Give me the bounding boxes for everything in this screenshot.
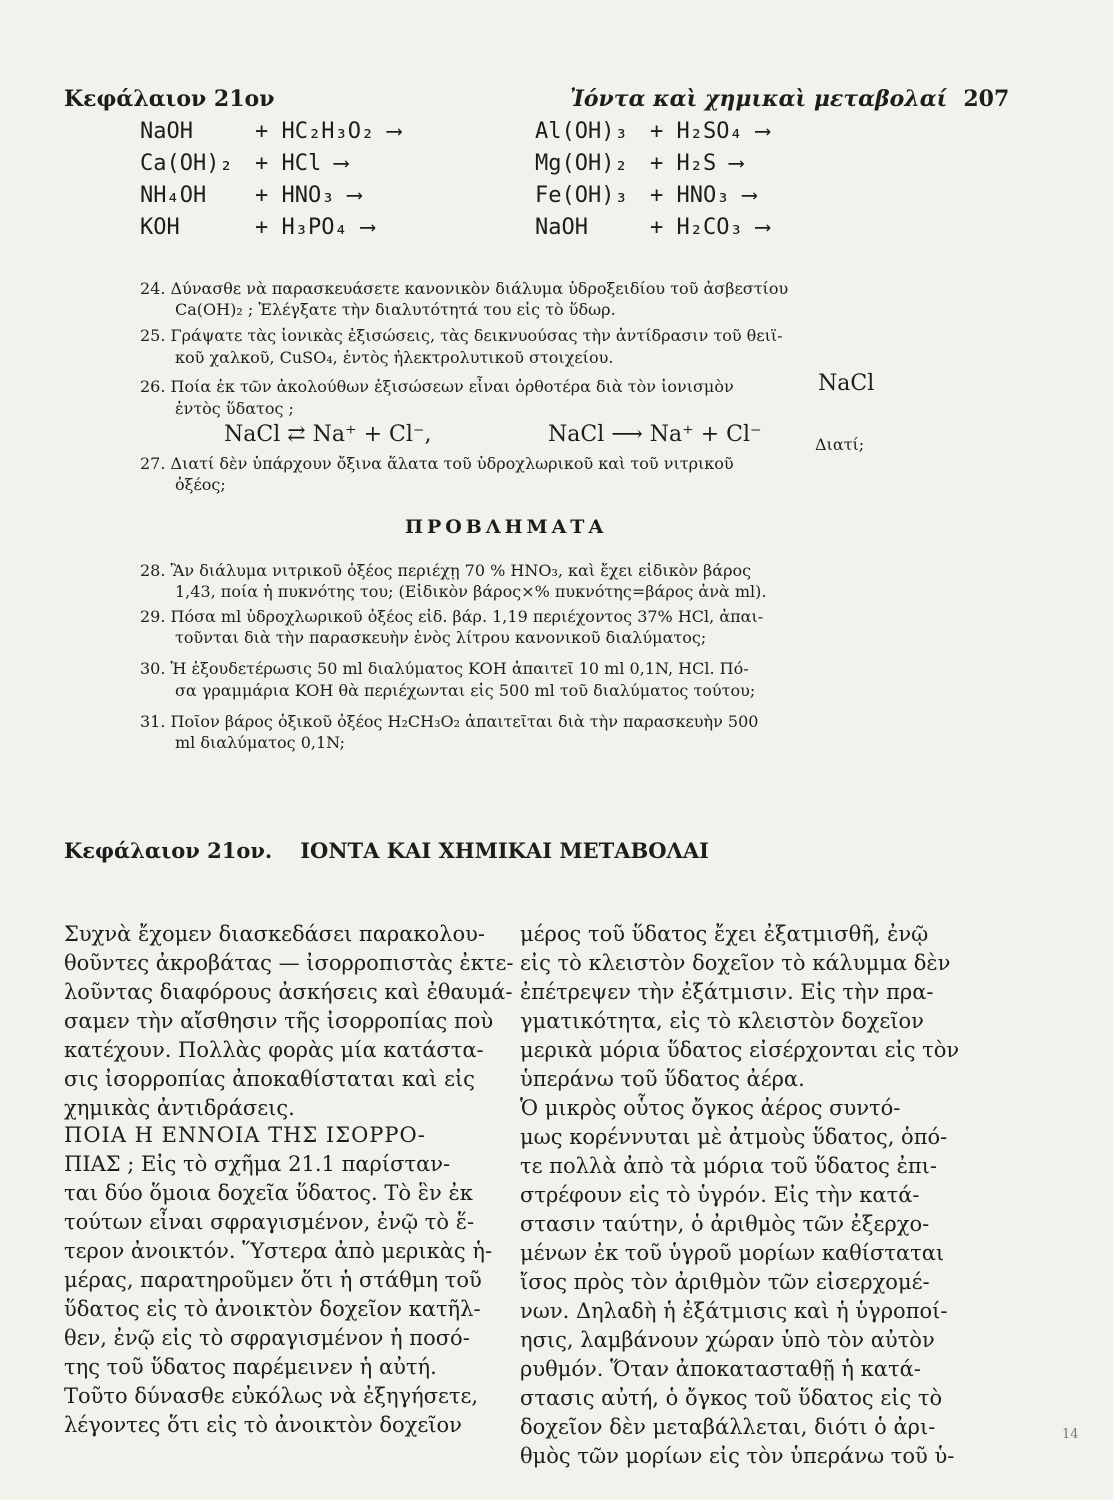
body-line: Συχνὰ ἔχομεν διασκεδάσει παρακολου- (64, 922, 486, 946)
equation-left-2-reactant: Ca(OH)₂ (140, 151, 233, 176)
body-line: θεν, ἐνῷ εἰς τὸ σφραγισμένον ἡ ποσό- (64, 1326, 470, 1350)
question-30-line-2: σα γραμμάρια KOH θὰ περιέχωνται εἰς 500 ml τοῦ διαλύματος τούτου; (175, 681, 756, 700)
body-line: στασις αὐτή, ὁ ὄγκος τοῦ ὕδατος εἰς τὸ (520, 1386, 943, 1410)
corner-page-mark: 14 (1062, 1427, 1079, 1442)
body-line: νων. Δηλαδὴ ἡ ἐξάτμισις καὶ ἡ ὑγροποί- (520, 1299, 948, 1323)
body-line: στρέφουν εἰς τὸ ὑγρόν. Εἰς τὴν κατά- (520, 1183, 920, 1207)
running-header-title (570, 86, 1009, 112)
body-line: μένων ἐκ τοῦ ὑγροῦ μορίων καθίσταται (520, 1241, 945, 1265)
equation-right-3-reactant: Fe(OH)₃ (535, 183, 628, 208)
body-line: λοῦντας διαφόρους ἀσκήσεις καὶ ἐθαυμά- (64, 980, 513, 1004)
body-column-left-intro (64, 920, 513, 1123)
question-29-line-1: 29. Πόσα ml ὑδροχλωρικοῦ ὀξέος εἰδ. βάρ. 1,19 περιέχοντος 37% HCl, ἀπαι- (140, 607, 764, 626)
body-line: λέγοντες ὅτι εἰς τὸ ἀνοικτὸν δοχεῖον (64, 1413, 462, 1437)
body-line: ται δύο ὅμοια δοχεῖα ὕδατος. Τὸ ἓν ἐκ (64, 1181, 473, 1205)
body-line: κατέχουν. Πολλὰς φορὰς μία κατάστα- (64, 1038, 484, 1062)
body-line: ΠΙΑΣ ; Εἰς τὸ σχῆμα 21.1 παρίσταν- (64, 1152, 451, 1176)
body-line: μως κορέννυται μὲ ἀτμοὺς ὕδατος, ὁπό- (520, 1125, 948, 1149)
question-25-line-1: 25. Γράψατε τὰς ἰονικὰς ἐξισώσεις, τὰς δεικνυούσας τὴν ἀντίδρασιν τοῦ θειϊ- (140, 326, 783, 345)
equation-right-4-reactant: NaOH (535, 215, 588, 240)
body-line: τούτων εἶναι σφραγισμένον, ἐνῷ τὸ ἕ- (64, 1210, 475, 1234)
body-line: τερον ἀνοικτόν. Ὕστερα ἀπὸ μερικὰς ἡ- (64, 1239, 493, 1263)
question-25-line-2: κοῦ χαλκοῦ, CuSO₄, ἐντὸς ἠλεκτρολυτικοῦ στοιχείου. (175, 348, 614, 367)
question-26-nacl: NaCl (818, 371, 875, 396)
equation-right-4-rest: + H₂CO₃ ⟶ (650, 215, 770, 240)
equation-left-4-rest: + H₃PO₄ ⟶ (255, 215, 375, 240)
body-line: Ὁ μικρὸς οὗτος ὄγκος ἀέρος συντό- (520, 1096, 901, 1120)
question-26-line-2: ἐντὸς ὕδατος ; (175, 399, 294, 418)
question-26-line-1: 26. Ποία ἐκ τῶν ἀκολούθων ἐξισώσεων εἶναι ὀρθοτέρα διὰ τὸν ἰονισμὸν (140, 377, 734, 396)
body-line: ρυθμόν. Ὅταν ἀποκατασταθῇ ἡ κατά- (520, 1357, 921, 1381)
question-27-line-1: 27. Διατί δὲν ὑπάρχουν ὄξινα ἅλατα τοῦ ὑδροχλωρικοῦ καὶ τοῦ νιτρικοῦ (140, 454, 734, 473)
chapter-title: ΙΟΝΤΑ ΚΑΙ ΧΗΜΙΚΑΙ ΜΕΤΑΒΟΛΑΙ (300, 838, 709, 863)
body-line: της τοῦ ὕδατος παρέμεινεν ἡ αὐτή. (64, 1355, 437, 1379)
equation-left-2-rest: + HCl ⟶ (255, 151, 348, 176)
body-line: στασιν ταύτην, ὁ ἀριθμὸς τῶν ἐξερχο- (520, 1212, 930, 1236)
question-31-line-2: ml διαλύματος 0,1N; (175, 733, 345, 752)
body-line: θμὸς τῶν μορίων εἰς τὸν ὑπεράνω τοῦ ὑ- (520, 1444, 955, 1468)
body-line: ὕδατος εἰς τὸ ἀνοικτὸν δοχεῖον κατῆλ- (64, 1297, 481, 1321)
body-line: μέρος τοῦ ὕδατος ἔχει ἐξατμισθῆ, ἐνῷ (520, 922, 929, 946)
body-line: τε πολλὰ ἀπὸ τὰ μόρια τοῦ ὕδατος ἐπι- (520, 1154, 937, 1178)
equation-right-3-rest: + HNO₃ ⟶ (650, 183, 756, 208)
body-line: σις ἰσορροπίας ἀποκαθίσταται καὶ εἰς (64, 1067, 475, 1091)
question-28-line-1: 28. Ἂν διάλυμα νιτρικοῦ ὀξέος περιέχῃ 70 % HNO₃, καὶ ἔχει εἰδικὸν βάρος (140, 561, 752, 580)
body-column-left-section (64, 1121, 492, 1440)
problems-heading: ΠΡΟΒΛΗΜΑΤΑ (405, 516, 608, 538)
body-line: ησις, λαμβάνουν χώραν ὑπὸ τὸν αὐτὸν (520, 1328, 935, 1352)
question-26-why: Διατί; (815, 435, 865, 454)
equation-left-3-rest: + HNO₃ ⟶ (255, 183, 361, 208)
equation-right-1-rest: + H₂SO₄ ⟶ (650, 119, 770, 144)
question-26-equation-1: NaCl ⇄ Na⁺ + Cl⁻, (224, 422, 432, 447)
body-line: μέρας, παρατηροῦμεν ὅτι ἡ στάθμη τοῦ (64, 1268, 482, 1292)
equation-right-1-reactant: Al(OH)₃ (535, 119, 628, 144)
running-header-chapter: Κεφάλαιον 21ον (64, 86, 275, 112)
equation-left-4-reactant: KOH (140, 215, 180, 240)
equation-left-3-reactant: NH₄OH (140, 183, 207, 208)
question-24-line-2: Ca(OH)₂ ; Ἐλέγξατε τὴν διαλυτότητά του εἰς τὸ ὕδωρ. (175, 300, 616, 319)
body-line: γματικότητα, εἰς τὸ κλειστὸν δοχεῖον (520, 1009, 924, 1033)
section-heading-line: ΠΟΙΑ Η ΕΝΝΟΙΑ ΤΗΣ ΙΣΟΡΡΟ- (64, 1123, 426, 1147)
equation-left-1-rest: + HC₂H₃O₂ ⟶ (255, 119, 401, 144)
equation-left-1-reactant: NaOH (140, 119, 193, 144)
page-number: 207 (963, 86, 1010, 112)
question-24-line-1: 24. Δύνασθε νὰ παρασκευάσετε κανονικὸν διάλυμα ὑδροξειδίου τοῦ ἀσβεστίου (140, 279, 789, 298)
chapter-heading (64, 838, 709, 863)
body-column-right (520, 920, 959, 1471)
question-28-line-2: 1,43, ποία ἡ πυκνότης του; (Εἰδικὸν βάρος×% πυκνότης=βάρος ἀνὰ ml). (175, 582, 767, 601)
body-line: εἰς τὸ κλειστὸν δοχεῖον τὸ κάλυμμα δὲν (520, 951, 951, 975)
body-line: ἐπέτρεψεν τὴν ἐξάτμισιν. Εἰς τὴν πρα- (520, 980, 934, 1004)
body-line: σαμεν τὴν αἴσθησιν τῆς ἰσορροπίας ποὺ (64, 1009, 494, 1033)
body-line: θοῦντες ἀκροβάτας — ἰσορροπιστὰς ἐκτε- (64, 951, 514, 975)
question-30-line-1: 30. Ἡ ἐξουδετέρωσις 50 ml διαλύματος KOH ἀπαιτεῖ 10 ml 0,1N, HCl. Πό- (140, 659, 749, 678)
equation-right-2-rest: + H₂S ⟶ (650, 151, 743, 176)
question-26-equation-2: NaCl ⟶ Na⁺ + Cl⁻ (548, 422, 762, 447)
body-line: Τοῦτο δύνασθε εὐκόλως νὰ ἐξηγήσετε, (64, 1384, 479, 1408)
running-header-title-text: Ἰόντα καὶ χημικαὶ μεταβολαί (570, 86, 948, 112)
body-line: ὑπεράνω τοῦ ὕδατος ἀέρα. (520, 1067, 805, 1091)
chapter-label: Κεφάλαιον 21ον. (64, 838, 273, 863)
body-line: μερικὰ μόρια ὕδατος εἰσέρχονται εἰς τὸν (520, 1038, 960, 1062)
equation-right-2-reactant: Mg(OH)₂ (535, 151, 628, 176)
body-line: ἴσος πρὸς τὸν ἀριθμὸν τῶν εἰσερχομέ- (520, 1270, 930, 1294)
body-line: χημικὰς ἀντιδράσεις. (64, 1096, 295, 1120)
body-line: δοχεῖον δὲν μεταβάλλεται, διότι ὁ ἀρι- (520, 1415, 936, 1439)
question-31-line-1: 31. Ποῖον βάρος ὀξικοῦ ὀξέος H₂CH₃O₂ ἀπαιτεῖται διὰ τὴν παρασκευὴν 500 (140, 712, 759, 731)
question-27-line-2: ὀξέος; (175, 475, 226, 494)
question-29-line-2: τοῦνται διὰ τὴν παρασκευὴν ἑνὸς λίτρου κανονικοῦ διαλύματος; (175, 628, 707, 647)
